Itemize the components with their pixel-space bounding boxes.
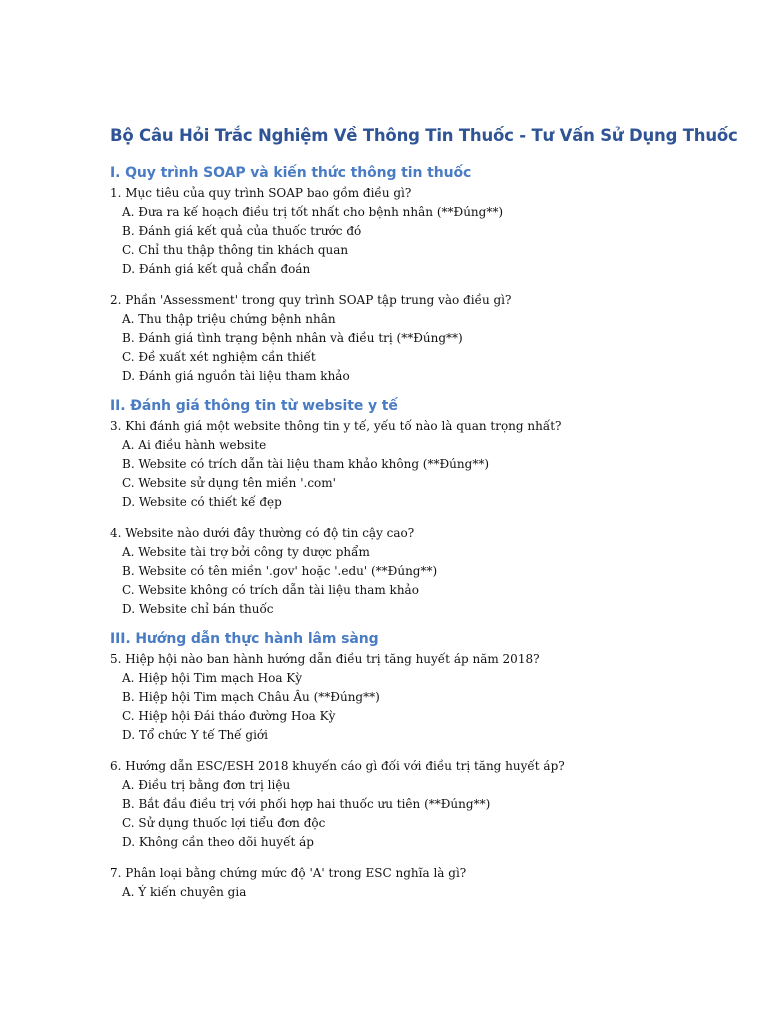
question-text: 5. Hiệp hội nào ban hành hướng dẫn điều trị tăng huyết áp năm 2018?: [110, 652, 540, 666]
question-text: 7. Phân loại bằng chứng mức độ 'A' trong ESC nghĩa là gì?: [110, 866, 467, 880]
question-1: [110, 184, 730, 279]
option-a: A. Hiệp hội Tim mạch Hoa Kỳ: [122, 671, 303, 685]
option-b: B. Bắt đầu điều trị với phối hợp hai thuốc ưu tiên (**Đúng**): [122, 797, 491, 811]
document-title: Bộ Câu Hỏi Trắc Nghiệm Về Thông Tin Thuốc - Tư Vấn Sử Dụng Thuốc: [110, 126, 738, 145]
question-4: [110, 524, 730, 619]
question-5: [110, 650, 730, 745]
option-d: D. Website chỉ bán thuốc: [122, 602, 274, 616]
question-text: 3. Khi đánh giá một website thông tin y tế, yếu tố nào là quan trọng nhất?: [110, 419, 562, 433]
option-b: B. Hiệp hội Tim mạch Châu Âu (**Đúng**): [122, 690, 380, 704]
section-title: I. Quy trình SOAP và kiến thức thông tin thuốc: [110, 165, 472, 181]
document-content: [110, 124, 738, 911]
option-b: B. Đánh giá kết quả của thuốc trước đó: [122, 224, 362, 238]
section-title: II. Đánh giá thông tin từ website y tế: [110, 398, 398, 414]
option-c: C. Hiệp hội Đái tháo đường Hoa Kỳ: [122, 709, 336, 723]
section-clinical-guidelines: [110, 628, 730, 902]
option-d: D. Tổ chức Y tế Thế giới: [122, 728, 268, 742]
option-c: C. Đề xuất xét nghiệm cần thiết: [122, 350, 316, 364]
question-text: 2. Phần 'Assessment' trong quy trình SOAP tập trung vào điều gì?: [110, 293, 512, 307]
option-a: A. Điều trị bằng đơn trị liệu: [122, 778, 291, 792]
option-a: A. Thu thập triệu chứng bệnh nhân: [122, 312, 336, 326]
option-c: C. Website sử dụng tên miền '.com': [122, 476, 336, 490]
option-d: D. Không cần theo dõi huyết áp: [122, 835, 314, 849]
option-b: B. Website có trích dẫn tài liệu tham khảo không (**Đúng**): [122, 457, 489, 471]
option-a: A. Đưa ra kế hoạch điều trị tốt nhất cho bệnh nhân (**Đúng**): [122, 205, 504, 219]
question-2: [110, 291, 730, 386]
option-d: D. Website có thiết kế đẹp: [122, 495, 282, 509]
section-soap: [110, 162, 730, 386]
question-3: [110, 417, 730, 512]
question-text: 1. Mục tiêu của quy trình SOAP bao gồm điều gì?: [110, 186, 412, 200]
option-d: D. Đánh giá kết quả chẩn đoán: [122, 262, 311, 276]
option-d: D. Đánh giá nguồn tài liệu tham khảo: [122, 369, 350, 383]
option-c: C. Website không có trích dẫn tài liệu tham khảo: [122, 583, 419, 597]
option-a: A. Ai điều hành website: [122, 438, 267, 452]
option-a: A. Ý kiến chuyên gia: [122, 885, 247, 899]
option-c: C. Sử dụng thuốc lợi tiểu đơn độc: [122, 816, 326, 830]
option-c: C. Chỉ thu thập thông tin khách quan: [122, 243, 349, 257]
section-website-evaluation: [110, 395, 730, 619]
option-a: A. Website tài trợ bởi công ty dược phẩm: [122, 545, 370, 559]
question-7: [110, 864, 730, 902]
question-6: [110, 757, 730, 852]
question-text: 4. Website nào dưới đây thường có độ tin cậy cao?: [110, 526, 415, 540]
option-b: B. Đánh giá tình trạng bệnh nhân và điều trị (**Đúng**): [122, 331, 463, 345]
section-title: III. Hướng dẫn thực hành lâm sàng: [110, 631, 379, 647]
option-b: B. Website có tên miền '.gov' hoặc '.edu' (**Đúng**): [122, 564, 438, 578]
question-text: 6. Hướng dẫn ESC/ESH 2018 khuyến cáo gì đối với điều trị tăng huyết áp?: [110, 759, 565, 773]
